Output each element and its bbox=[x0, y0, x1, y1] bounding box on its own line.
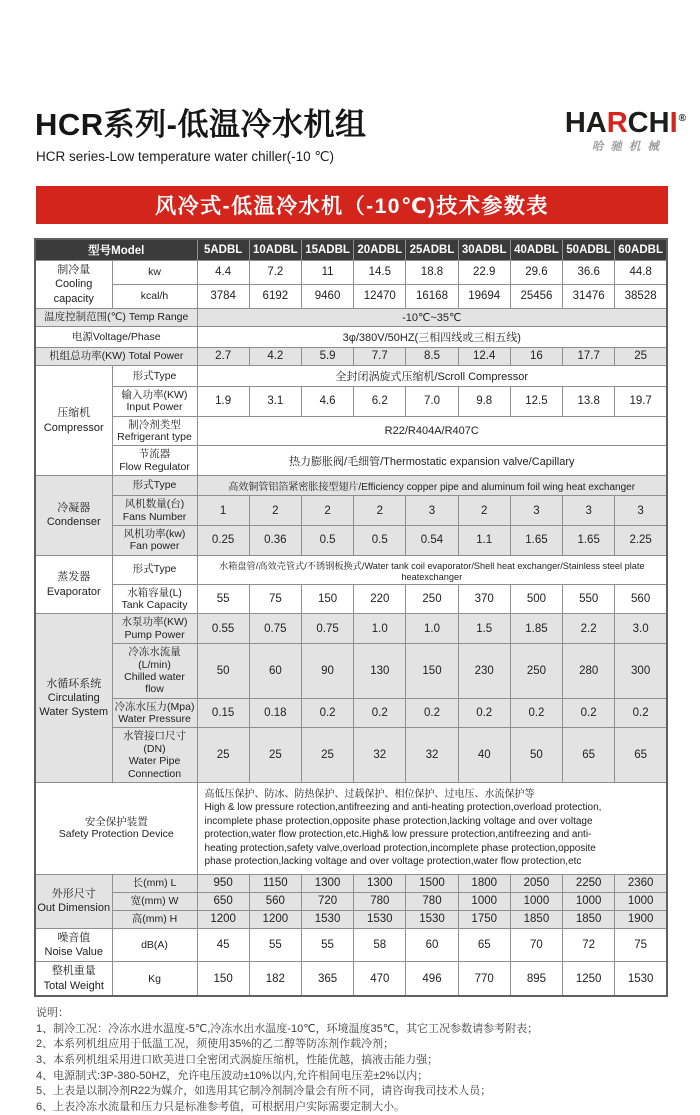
spec-cell-span: 热力膨胀阀/毛细管/Thermostatic expansion valve/Capillary bbox=[197, 446, 667, 476]
spec-cell-span_sm: 水箱盘管/高效壳管式/不锈钢板换式/Water tank coil evaporator/Shell heat exchanger/Stainless steel plate heatexchanger bbox=[197, 555, 667, 584]
spec-cell-val: 1800 bbox=[458, 874, 510, 892]
spec-cell-val: 0.15 bbox=[197, 698, 249, 728]
spec-cell-grp: 外形尺寸 Out Dimension bbox=[35, 874, 112, 928]
spec-row bbox=[35, 308, 667, 326]
spec-cell-val: 2.25 bbox=[615, 525, 667, 555]
spec-row bbox=[35, 446, 667, 476]
spec-cell-val: 4.2 bbox=[249, 347, 301, 365]
spec-cell-val: 1.5 bbox=[458, 614, 510, 644]
spec-row bbox=[35, 644, 667, 699]
spec-cell-lbl: dB(A) bbox=[112, 928, 197, 962]
section-banner-text: 风冷式-低温冷水机（-10℃)技术参数表 bbox=[155, 195, 549, 218]
spec-cell-val: 18.8 bbox=[406, 261, 458, 285]
spec-cell-val: 31476 bbox=[563, 284, 615, 308]
spec-cell-val: 44.8 bbox=[615, 261, 667, 285]
spec-cell-val: 60 bbox=[406, 928, 458, 962]
spec-cell-lbl: 水泵功率(KW) Pump Power bbox=[112, 614, 197, 644]
page-title: HCR系列-低温冷水机组 bbox=[35, 107, 367, 142]
spec-cell-val: 7.7 bbox=[354, 347, 406, 365]
spec-cell-val: 1.9 bbox=[197, 386, 249, 416]
spec-cell-val: 0.55 bbox=[197, 614, 249, 644]
spec-cell-lbl: 风机功率(kw) Fan power bbox=[112, 525, 197, 555]
spec-cell-lbl: 风机数量(台) Fans Number bbox=[112, 496, 197, 526]
spec-cell-lbl: 水箱容量(L) Tank Capacity bbox=[112, 584, 197, 614]
spec-row bbox=[35, 928, 667, 962]
spec-cell-span_md: 高效铜管铝箔紧密胀接型翅片/Efficiency copper pipe and aluminum foil wing heat exchanger bbox=[197, 476, 667, 496]
spec-cell-val: 220 bbox=[354, 584, 406, 614]
spec-cell-val: 0.54 bbox=[406, 525, 458, 555]
spec-cell-val: 1.0 bbox=[406, 614, 458, 644]
spec-cell-val: 1000 bbox=[563, 892, 615, 910]
spec-cell-val: 150 bbox=[197, 962, 249, 996]
spec-cell-val: 1500 bbox=[406, 874, 458, 892]
spec-cell-val: 0.2 bbox=[458, 698, 510, 728]
spec-cell-val: 29.6 bbox=[510, 261, 562, 285]
model-header-row bbox=[35, 239, 667, 261]
logo-subtext: 哈驰机械 bbox=[591, 141, 666, 153]
spec-cell-val: 2 bbox=[301, 496, 353, 526]
spec-cell-lbl: 宽(mm) W bbox=[112, 892, 197, 910]
spec-cell-val: 250 bbox=[510, 644, 562, 699]
spec-cell-lbl: 高(mm) H bbox=[112, 910, 197, 928]
spec-row bbox=[35, 416, 667, 446]
spec-cell-grp: 整机重量 Total Weight bbox=[35, 962, 112, 996]
spec-cell-lbl: 制冷剂类型 Refrigerant type bbox=[112, 416, 197, 446]
spec-cell-lbl: Kg bbox=[112, 962, 197, 996]
spec-cell-desc: 高低压保护、防冰、防热保护、过载保护、相位保护、过电压、水流保护等 High & low pressure rotection,antifreezing and anti-heating protection,overload protection, incomplete phase protection,opposite phase protection,lacking voltage and over voltage protection,water flow protection,etc.High& low pressure protection,antifreezing and anti- heating protection,safety valve,overload protection,incomplete phase protection,opposite phase protection,lacking voltage and over voltage protection,water flow protection,etc bbox=[197, 782, 667, 874]
spec-cell-val: 560 bbox=[249, 892, 301, 910]
spec-cell-val: 60 bbox=[249, 644, 301, 699]
spec-cell-val: 7.2 bbox=[249, 261, 301, 285]
spec-cell-val: 25 bbox=[197, 728, 249, 783]
spec-cell-val: 2250 bbox=[563, 874, 615, 892]
spec-cell-val: 55 bbox=[301, 928, 353, 962]
spec-cell-val: 50 bbox=[197, 644, 249, 699]
spec-cell-val: 1250 bbox=[563, 962, 615, 996]
spec-cell-val: 0.2 bbox=[354, 698, 406, 728]
spec-cell-val: 50 bbox=[510, 728, 562, 783]
spec-cell-span: 3φ/380V/50HZ(三相四线或三相五线) bbox=[197, 326, 667, 347]
model-column-header: 40ADBL bbox=[510, 239, 562, 261]
spec-cell-val: 1850 bbox=[563, 910, 615, 928]
spec-cell-lbl: 安全保护装置 Safety Protection Device bbox=[35, 782, 197, 874]
spec-cell-val: 6.2 bbox=[354, 386, 406, 416]
spec-cell-val: 25 bbox=[615, 347, 667, 365]
spec-cell-val: 0.5 bbox=[354, 525, 406, 555]
spec-cell-val: 17.7 bbox=[563, 347, 615, 365]
model-column-header: 30ADBL bbox=[458, 239, 510, 261]
harchi-logo bbox=[565, 109, 686, 154]
spec-cell-val: 1 bbox=[197, 496, 249, 526]
spec-cell-val: 7.0 bbox=[406, 386, 458, 416]
spec-cell-val: 32 bbox=[406, 728, 458, 783]
spec-cell-val: 0.25 bbox=[197, 525, 249, 555]
spec-cell-val: 0.75 bbox=[249, 614, 301, 644]
spec-cell-val: 1200 bbox=[197, 910, 249, 928]
spec-cell-val: 3 bbox=[510, 496, 562, 526]
spec-cell-val: 0.2 bbox=[406, 698, 458, 728]
spec-cell-lbl: 温度控制范围(℃) Temp Range bbox=[35, 308, 197, 326]
spec-cell-val: 90 bbox=[301, 644, 353, 699]
spec-cell-val: 16168 bbox=[406, 284, 458, 308]
spec-cell-lbl: 形式Type bbox=[112, 476, 197, 496]
spec-cell-val: 720 bbox=[301, 892, 353, 910]
spec-table-container bbox=[34, 238, 700, 997]
spec-cell-val: 250 bbox=[406, 584, 458, 614]
spec-cell-val: 0.75 bbox=[301, 614, 353, 644]
notes-section bbox=[36, 1006, 700, 1115]
registered-trademark-icon: ® bbox=[678, 113, 686, 125]
note-item: 6、上表冷冻水流量和压力只是标准参考值，可根据用户实际需要定制大小。 bbox=[36, 1100, 406, 1113]
spec-cell-val: 182 bbox=[249, 962, 301, 996]
notes-title: 说明： bbox=[36, 1007, 69, 1020]
spec-cell-val: 1.1 bbox=[458, 525, 510, 555]
spec-cell-val: 2050 bbox=[510, 874, 562, 892]
spec-cell-val: 0.5 bbox=[301, 525, 353, 555]
spec-cell-val: 1000 bbox=[458, 892, 510, 910]
spec-cell-val: 25 bbox=[301, 728, 353, 783]
spec-cell-lbl: 形式Type bbox=[112, 555, 197, 584]
spec-cell-val: 3 bbox=[406, 496, 458, 526]
spec-cell-val: 895 bbox=[510, 962, 562, 996]
spec-cell-lbl: 节流器 Flow Regulator bbox=[112, 446, 197, 476]
spec-cell-span: 全封闭涡旋式压缩机/Scroll Compressor bbox=[197, 365, 667, 386]
spec-cell-val: 55 bbox=[249, 928, 301, 962]
spec-cell-val: 1.85 bbox=[510, 614, 562, 644]
spec-row bbox=[35, 614, 667, 644]
note-item: 4、电源制式:3P-380-50HZ，允许电压波动±10%以内,允许相间电压差±2%以内； bbox=[36, 1069, 429, 1082]
spec-cell-lbl: 长(mm) L bbox=[112, 874, 197, 892]
spec-cell-val: 2.7 bbox=[197, 347, 249, 365]
model-column-header: 60ADBL bbox=[615, 239, 667, 261]
model-column-header: 20ADBL bbox=[354, 239, 406, 261]
spec-cell-val: 0.2 bbox=[510, 698, 562, 728]
spec-cell-grp: 冷凝器 Condenser bbox=[35, 476, 112, 556]
spec-cell-val: 1850 bbox=[510, 910, 562, 928]
spec-row bbox=[35, 386, 667, 416]
spec-cell-val: 780 bbox=[406, 892, 458, 910]
spec-cell-lbl: kcal/h bbox=[112, 284, 197, 308]
spec-cell-val: 9.8 bbox=[458, 386, 510, 416]
spec-cell-val: 65 bbox=[615, 728, 667, 783]
spec-cell-val: 9460 bbox=[301, 284, 353, 308]
spec-row bbox=[35, 347, 667, 365]
spec-cell-val: 300 bbox=[615, 644, 667, 699]
spec-cell-val: 11 bbox=[301, 261, 353, 285]
spec-cell-val: 0.2 bbox=[301, 698, 353, 728]
spec-cell-val: 19.7 bbox=[615, 386, 667, 416]
model-column-header: 15ADBL bbox=[301, 239, 353, 261]
spec-cell-val: 2 bbox=[249, 496, 301, 526]
spec-cell-val: 1300 bbox=[354, 874, 406, 892]
spec-cell-lbl: 水管接口尺寸(DN) Water Pipe Connection bbox=[112, 728, 197, 783]
spec-row bbox=[35, 782, 667, 874]
spec-cell-grp: 噪音值 Noise Value bbox=[35, 928, 112, 962]
spec-cell-val: 1.65 bbox=[510, 525, 562, 555]
spec-cell-val: 1530 bbox=[354, 910, 406, 928]
spec-cell-val: 560 bbox=[615, 584, 667, 614]
spec-cell-val: 1530 bbox=[301, 910, 353, 928]
spec-cell-val: 1.65 bbox=[563, 525, 615, 555]
spec-cell-val: 36.6 bbox=[563, 261, 615, 285]
spec-cell-val: 2 bbox=[354, 496, 406, 526]
spec-cell-val: 0.36 bbox=[249, 525, 301, 555]
spec-cell-val: 1.0 bbox=[354, 614, 406, 644]
spec-row bbox=[35, 365, 667, 386]
spec-cell-val: 75 bbox=[615, 928, 667, 962]
spec-cell-val: 25 bbox=[249, 728, 301, 783]
spec-cell-val: 2 bbox=[458, 496, 510, 526]
spec-cell-val: 2360 bbox=[615, 874, 667, 892]
spec-cell-val: 0.2 bbox=[563, 698, 615, 728]
spec-cell-val: 470 bbox=[354, 962, 406, 996]
spec-cell-val: 130 bbox=[354, 644, 406, 699]
model-column-header: 50ADBL bbox=[563, 239, 615, 261]
spec-cell-val: 770 bbox=[458, 962, 510, 996]
spec-cell-val: 25456 bbox=[510, 284, 562, 308]
spec-cell-val: 40 bbox=[458, 728, 510, 783]
spec-cell-val: 150 bbox=[301, 584, 353, 614]
spec-cell-val: 65 bbox=[458, 928, 510, 962]
spec-cell-val: 14.5 bbox=[354, 261, 406, 285]
spec-cell-val: 12.5 bbox=[510, 386, 562, 416]
spec-cell-val: 72 bbox=[563, 928, 615, 962]
spec-cell-val: 6192 bbox=[249, 284, 301, 308]
spec-row bbox=[35, 284, 667, 308]
note-item: 2、本系列机组应用于低温工况，须使用35%的乙二醇等防冻剂作载冷剂； bbox=[36, 1038, 395, 1051]
spec-cell-val: 280 bbox=[563, 644, 615, 699]
spec-cell-lbl: 机组总功率(KW) Total Power bbox=[35, 347, 197, 365]
spec-row bbox=[35, 326, 667, 347]
spec-row bbox=[35, 584, 667, 614]
spec-cell-val: 45 bbox=[197, 928, 249, 962]
spec-cell-val: 3.0 bbox=[615, 614, 667, 644]
spec-cell-grp: 压缩机 Compressor bbox=[35, 365, 112, 475]
spec-cell-val: 2.2 bbox=[563, 614, 615, 644]
spec-cell-val: 1150 bbox=[249, 874, 301, 892]
spec-cell-val: 3784 bbox=[197, 284, 249, 308]
spec-row bbox=[35, 525, 667, 555]
note-item: 1、制冷工况：冷冻水进水温度-5℃,冷冻水出水温度-10℃，环境温度35℃，其它工况参数请参考附表； bbox=[36, 1022, 539, 1035]
spec-cell-val: 150 bbox=[406, 644, 458, 699]
spec-cell-val: 1000 bbox=[615, 892, 667, 910]
spec-cell-val: 230 bbox=[458, 644, 510, 699]
spec-table bbox=[34, 238, 668, 997]
spec-cell-val: 3 bbox=[615, 496, 667, 526]
spec-cell-val: 496 bbox=[406, 962, 458, 996]
spec-cell-lbl: 冷冻水流量(L/min) Chilled water flow bbox=[112, 644, 197, 699]
spec-row bbox=[35, 496, 667, 526]
spec-row bbox=[35, 910, 667, 928]
spec-cell-val: 0.2 bbox=[615, 698, 667, 728]
spec-cell-val: 19694 bbox=[458, 284, 510, 308]
model-header-label: 型号Model bbox=[35, 239, 197, 261]
spec-cell-val: 3 bbox=[563, 496, 615, 526]
spec-cell-lbl: kw bbox=[112, 261, 197, 285]
spec-cell-val: 5.9 bbox=[301, 347, 353, 365]
spec-row bbox=[35, 698, 667, 728]
spec-cell-val: 1530 bbox=[406, 910, 458, 928]
spec-cell-span: -10℃~35℃ bbox=[197, 308, 667, 326]
spec-cell-val: 1000 bbox=[510, 892, 562, 910]
spec-cell-val: 4.4 bbox=[197, 261, 249, 285]
spec-cell-val: 365 bbox=[301, 962, 353, 996]
model-column-header: 25ADBL bbox=[406, 239, 458, 261]
spec-cell-val: 0.18 bbox=[249, 698, 301, 728]
spec-cell-grp: 制冷量 Cooling capacity bbox=[35, 261, 112, 309]
spec-cell-lbl: 冷冻水压力(Mpa) Water Pressure bbox=[112, 698, 197, 728]
spec-cell-lbl: 输入功率(KW) Input Power bbox=[112, 386, 197, 416]
spec-cell-val: 370 bbox=[458, 584, 510, 614]
spec-cell-val: 12470 bbox=[354, 284, 406, 308]
spec-cell-val: 13.8 bbox=[563, 386, 615, 416]
spec-row bbox=[35, 892, 667, 910]
spec-cell-val: 550 bbox=[563, 584, 615, 614]
spec-cell-val: 500 bbox=[510, 584, 562, 614]
spec-cell-grp: 水循环系统 Circulating Water System bbox=[35, 614, 112, 783]
spec-cell-val: 4.6 bbox=[301, 386, 353, 416]
spec-cell-span: R22/R404A/R407C bbox=[197, 416, 667, 446]
section-banner bbox=[36, 186, 668, 224]
spec-cell-val: 65 bbox=[563, 728, 615, 783]
spec-row bbox=[35, 261, 667, 285]
spec-row bbox=[35, 555, 667, 584]
spec-cell-val: 55 bbox=[197, 584, 249, 614]
spec-cell-val: 38528 bbox=[615, 284, 667, 308]
spec-cell-val: 1300 bbox=[301, 874, 353, 892]
model-column-header: 5ADBL bbox=[197, 239, 249, 261]
spec-row bbox=[35, 874, 667, 892]
spec-table-body bbox=[35, 239, 667, 996]
spec-cell-val: 650 bbox=[197, 892, 249, 910]
logo-wordmark: HARCHI® bbox=[564, 107, 686, 139]
spec-cell-grp: 蒸发器 Evaporator bbox=[35, 555, 112, 614]
page-subtitle: HCR series-Low temperature water chiller(-10 ℃) bbox=[36, 149, 334, 164]
spec-cell-val: 75 bbox=[249, 584, 301, 614]
spec-cell-val: 16 bbox=[510, 347, 562, 365]
spec-cell-val: 8.5 bbox=[406, 347, 458, 365]
note-item: 3、本系列机组采用进口欧美进口全密闭式涡旋压缩机，性能优越，搞液击能力强； bbox=[36, 1053, 439, 1066]
spec-row bbox=[35, 728, 667, 783]
spec-cell-val: 1530 bbox=[615, 962, 667, 996]
note-item: 5、上表是以制冷剂R22为媒介，如选用其它制冷剂制冷量会有所不同，请咨询我司技术人员； bbox=[36, 1085, 492, 1098]
spec-cell-val: 950 bbox=[197, 874, 249, 892]
spec-cell-val: 70 bbox=[510, 928, 562, 962]
spec-cell-val: 780 bbox=[354, 892, 406, 910]
spec-cell-lbl: 形式Type bbox=[112, 365, 197, 386]
model-column-header: 10ADBL bbox=[249, 239, 301, 261]
spec-cell-lbl: 电源Voltage/Phase bbox=[35, 326, 197, 347]
spec-cell-val: 22.9 bbox=[458, 261, 510, 285]
spec-cell-val: 3.1 bbox=[249, 386, 301, 416]
spec-row bbox=[35, 962, 667, 996]
spec-cell-val: 32 bbox=[354, 728, 406, 783]
spec-cell-val: 1900 bbox=[615, 910, 667, 928]
spec-cell-val: 58 bbox=[354, 928, 406, 962]
spec-row bbox=[35, 476, 667, 496]
spec-cell-val: 12.4 bbox=[458, 347, 510, 365]
spec-cell-val: 1750 bbox=[458, 910, 510, 928]
spec-cell-val: 1200 bbox=[249, 910, 301, 928]
